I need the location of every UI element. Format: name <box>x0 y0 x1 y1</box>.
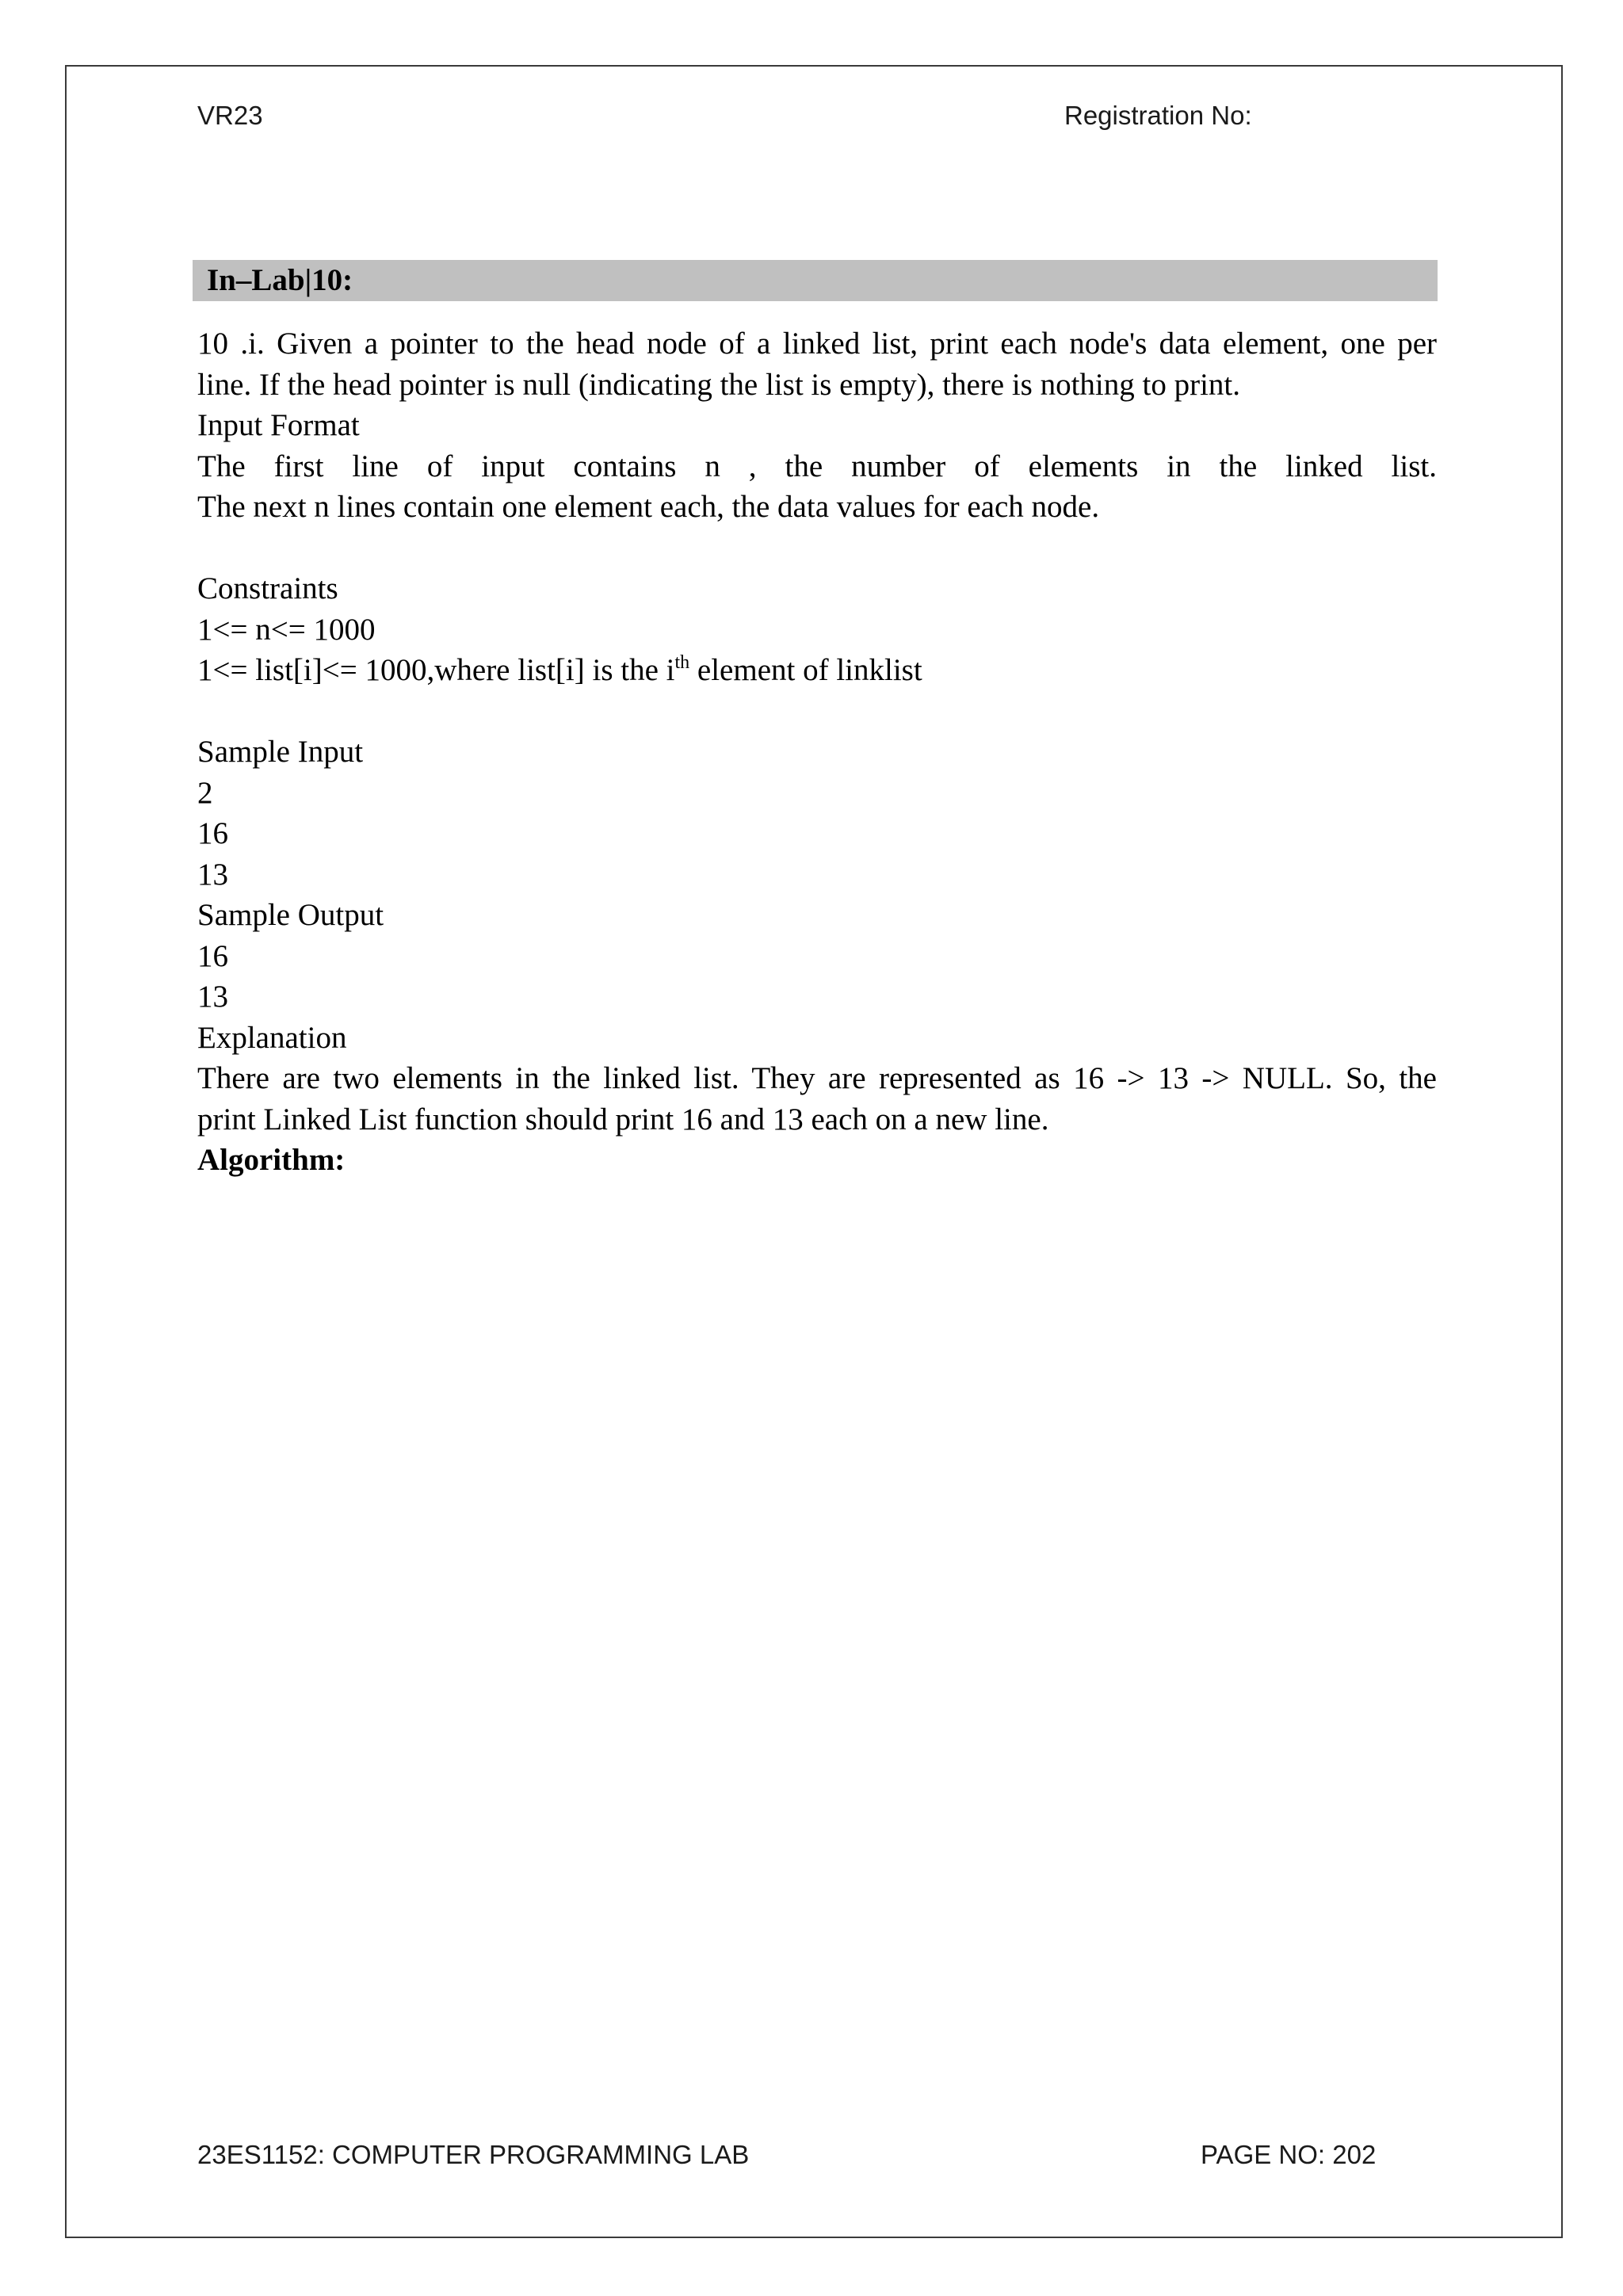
blank-line <box>197 528 1437 569</box>
constraint-2-text: 1<= list[i]<= 1000,where list[i] is the i <box>197 653 675 687</box>
constraints-heading: Constraints <box>197 571 338 606</box>
constraint-2-text-end: element of linklist <box>689 653 922 687</box>
constraint-2 <box>197 650 1437 691</box>
problem-body <box>197 323 1437 1181</box>
sample-input-line: 13 <box>197 857 228 892</box>
explanation-line-1: There are two elements in the linked list. They are represented as 16 -> 13 -> NULL. So, the <box>197 1061 1437 1095</box>
sample-output-line: 13 <box>197 980 228 1014</box>
sample-input-line: 2 <box>197 775 213 810</box>
explanation-line-2: print Linked List function should print 16 and 13 each on a new line. <box>197 1102 1049 1137</box>
sample-output-line: 16 <box>197 938 228 973</box>
input-format-line-1: The first line of input contains n , the number of elements in the linked list. <box>197 449 1437 483</box>
section-title: In–Lab|10: <box>193 260 1438 301</box>
input-format-heading: Input Format <box>197 408 360 442</box>
sample-input-heading: Sample Input <box>197 735 364 769</box>
header-course-code: VR23 <box>197 101 263 130</box>
input-format-line-2: The next n lines contain one element each, the data values for each node. <box>197 490 1100 524</box>
algorithm-heading: Algorithm: <box>197 1143 346 1177</box>
footer-course-title: 23ES1152: COMPUTER PROGRAMMING LAB <box>197 2140 750 2169</box>
sample-output-heading: Sample Output <box>197 898 384 932</box>
explanation-heading: Explanation <box>197 1020 347 1055</box>
problem-line-2: line. If the head pointer is null (indicating the list is empty), there is nothing to print. <box>197 367 1241 402</box>
sample-input-line: 16 <box>197 816 228 850</box>
header-registration-label: Registration No: <box>1064 101 1252 130</box>
problem-line-1: 10 .i. Given a pointer to the head node of a linked list, print each node's data element, one per <box>197 327 1437 361</box>
footer-page-number: PAGE NO: 202 <box>1201 2140 1377 2169</box>
constraint-2-superscript: th <box>674 652 690 673</box>
constraint-1: 1<= n<= 1000 <box>197 612 376 647</box>
blank-line <box>197 691 1437 732</box>
